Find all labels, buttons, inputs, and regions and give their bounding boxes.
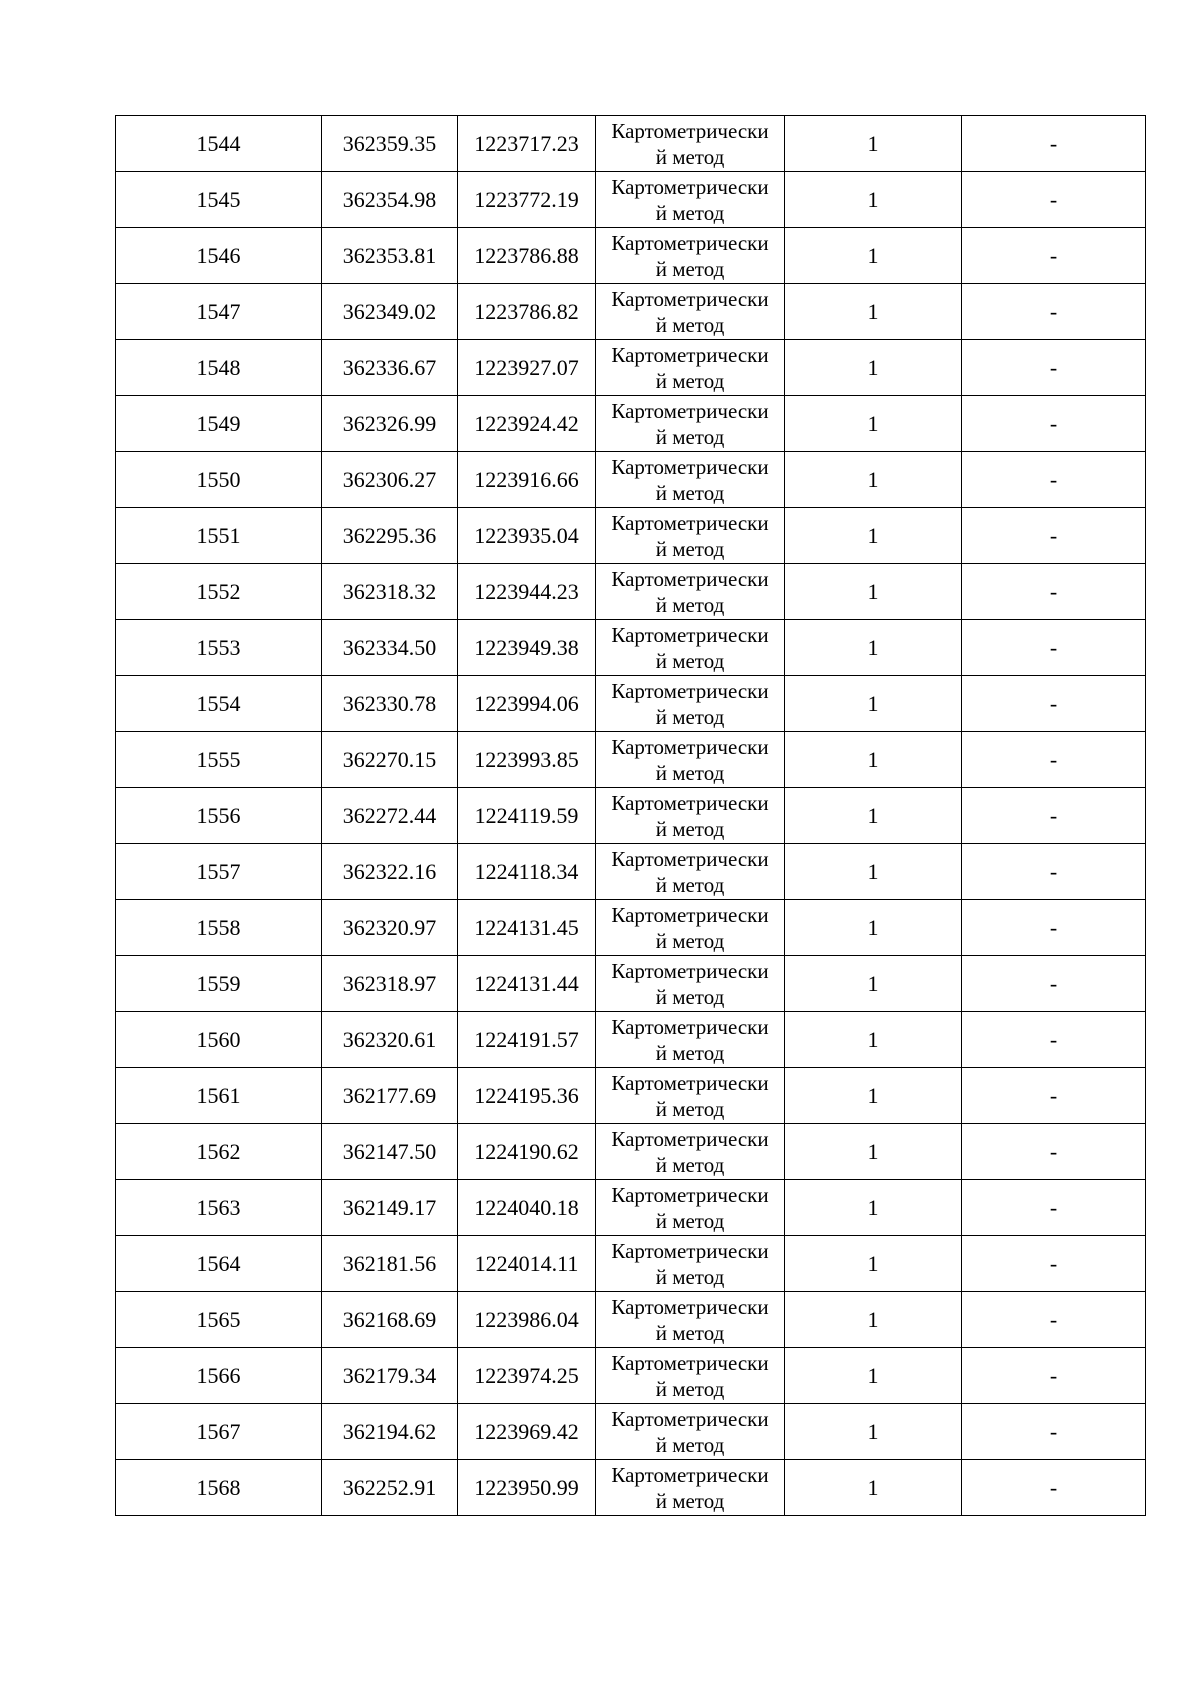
coordinates-table-body <box>116 116 1146 1516</box>
accuracy-cell: 1 <box>785 676 962 732</box>
method-cell <box>596 340 785 396</box>
accuracy-cell: 1 <box>785 1404 962 1460</box>
accuracy-cell: 1 <box>785 956 962 1012</box>
method-text-line-2: й метод <box>655 984 725 1009</box>
method-text-line-1: Картометрически <box>611 342 769 367</box>
table-row <box>116 1012 1146 1068</box>
description-cell: - <box>962 1012 1146 1068</box>
accuracy-cell: 1 <box>785 1124 962 1180</box>
method-cell <box>596 676 785 732</box>
table-row <box>116 564 1146 620</box>
description-cell: - <box>962 340 1146 396</box>
table-row <box>116 452 1146 508</box>
point-number-cell: 1549 <box>116 396 322 452</box>
method-text-line-2: й метод <box>655 1152 725 1177</box>
method-text-line-2: й метод <box>655 312 725 337</box>
method-cell <box>596 620 785 676</box>
method-text-line-2: й метод <box>655 1208 725 1233</box>
y-coordinate-cell: 1224191.57 <box>458 1012 596 1068</box>
method-cell <box>596 788 785 844</box>
table-row <box>116 1460 1146 1516</box>
method-text-line-1: Картометрически <box>611 622 769 647</box>
method-cell <box>596 172 785 228</box>
y-coordinate-cell: 1223916.66 <box>458 452 596 508</box>
method-cell <box>596 564 785 620</box>
table-row <box>116 508 1146 564</box>
method-text-line-1: Картометрически <box>611 1294 769 1319</box>
x-coordinate-cell: 362149.17 <box>322 1180 458 1236</box>
point-number-cell: 1566 <box>116 1348 322 1404</box>
table-row <box>116 676 1146 732</box>
method-text-line-2: й метод <box>655 648 725 673</box>
table-row <box>116 116 1146 172</box>
point-number-cell: 1560 <box>116 1012 322 1068</box>
point-number-cell: 1551 <box>116 508 322 564</box>
method-cell <box>596 956 785 1012</box>
method-text-line-1: Картометрически <box>611 902 769 927</box>
x-coordinate-cell: 362353.81 <box>322 228 458 284</box>
method-cell <box>596 1292 785 1348</box>
accuracy-cell: 1 <box>785 564 962 620</box>
point-number-cell: 1556 <box>116 788 322 844</box>
x-coordinate-cell: 362252.91 <box>322 1460 458 1516</box>
method-cell <box>596 116 785 172</box>
description-cell: - <box>962 676 1146 732</box>
y-coordinate-cell: 1224040.18 <box>458 1180 596 1236</box>
method-text-line-1: Картометрически <box>611 1462 769 1487</box>
y-coordinate-cell: 1223994.06 <box>458 676 596 732</box>
x-coordinate-cell: 362270.15 <box>322 732 458 788</box>
table-row <box>116 1236 1146 1292</box>
method-text-line-1: Картометрически <box>611 566 769 591</box>
method-text-line-1: Картометрически <box>611 286 769 311</box>
table-row <box>116 732 1146 788</box>
y-coordinate-cell: 1223924.42 <box>458 396 596 452</box>
x-coordinate-cell: 362334.50 <box>322 620 458 676</box>
accuracy-cell: 1 <box>785 900 962 956</box>
description-cell: - <box>962 844 1146 900</box>
point-number-cell: 1563 <box>116 1180 322 1236</box>
x-coordinate-cell: 362306.27 <box>322 452 458 508</box>
description-cell: - <box>962 1236 1146 1292</box>
method-text-line-2: й метод <box>655 1320 725 1345</box>
description-cell: - <box>962 228 1146 284</box>
x-coordinate-cell: 362354.98 <box>322 172 458 228</box>
method-text-line-1: Картометрически <box>611 1182 769 1207</box>
method-cell <box>596 900 785 956</box>
method-text-line-1: Картометрически <box>611 454 769 479</box>
x-coordinate-cell: 362295.36 <box>322 508 458 564</box>
method-text-line-2: й метод <box>655 704 725 729</box>
x-coordinate-cell: 362194.62 <box>322 1404 458 1460</box>
method-cell <box>596 1460 785 1516</box>
method-text-line-2: й метод <box>655 1376 725 1401</box>
point-number-cell: 1544 <box>116 116 322 172</box>
method-text-line-2: й метод <box>655 760 725 785</box>
table-row <box>116 900 1146 956</box>
description-cell: - <box>962 1180 1146 1236</box>
method-cell <box>596 732 785 788</box>
y-coordinate-cell: 1224131.45 <box>458 900 596 956</box>
y-coordinate-cell: 1223935.04 <box>458 508 596 564</box>
method-cell <box>596 844 785 900</box>
x-coordinate-cell: 362330.78 <box>322 676 458 732</box>
method-text-line-2: й метод <box>655 1488 725 1513</box>
method-cell <box>596 1012 785 1068</box>
table-row <box>116 340 1146 396</box>
method-text-line-1: Картометрически <box>611 1238 769 1263</box>
accuracy-cell: 1 <box>785 1012 962 1068</box>
method-text-line-1: Картометрически <box>611 1126 769 1151</box>
description-cell: - <box>962 900 1146 956</box>
y-coordinate-cell: 1224131.44 <box>458 956 596 1012</box>
method-text-line-2: й метод <box>655 200 725 225</box>
method-cell <box>596 284 785 340</box>
method-text-line-1: Картометрически <box>611 734 769 759</box>
table-row <box>116 956 1146 1012</box>
method-text-line-2: й метод <box>655 1264 725 1289</box>
point-number-cell: 1555 <box>116 732 322 788</box>
y-coordinate-cell: 1224119.59 <box>458 788 596 844</box>
y-coordinate-cell: 1223993.85 <box>458 732 596 788</box>
coordinates-table <box>115 115 1146 1516</box>
y-coordinate-cell: 1223772.19 <box>458 172 596 228</box>
table-row <box>116 620 1146 676</box>
description-cell: - <box>962 1348 1146 1404</box>
method-text-line-1: Картометрически <box>611 1350 769 1375</box>
description-cell: - <box>962 508 1146 564</box>
point-number-cell: 1545 <box>116 172 322 228</box>
description-cell: - <box>962 956 1146 1012</box>
point-number-cell: 1553 <box>116 620 322 676</box>
description-cell: - <box>962 564 1146 620</box>
x-coordinate-cell: 362168.69 <box>322 1292 458 1348</box>
point-number-cell: 1561 <box>116 1068 322 1124</box>
method-cell <box>596 1068 785 1124</box>
accuracy-cell: 1 <box>785 1460 962 1516</box>
y-coordinate-cell: 1224014.11 <box>458 1236 596 1292</box>
point-number-cell: 1559 <box>116 956 322 1012</box>
point-number-cell: 1558 <box>116 900 322 956</box>
table-row <box>116 172 1146 228</box>
y-coordinate-cell: 1224190.62 <box>458 1124 596 1180</box>
accuracy-cell: 1 <box>785 1236 962 1292</box>
method-text-line-1: Картометрически <box>611 1070 769 1095</box>
method-text-line-1: Картометрически <box>611 678 769 703</box>
point-number-cell: 1557 <box>116 844 322 900</box>
x-coordinate-cell: 362181.56 <box>322 1236 458 1292</box>
method-text-line-1: Картометрически <box>611 1014 769 1039</box>
method-text-line-2: й метод <box>655 424 725 449</box>
point-number-cell: 1568 <box>116 1460 322 1516</box>
x-coordinate-cell: 362318.32 <box>322 564 458 620</box>
table-row <box>116 1404 1146 1460</box>
x-coordinate-cell: 362179.34 <box>322 1348 458 1404</box>
method-text-line-1: Картометрически <box>611 398 769 423</box>
method-text-line-2: й метод <box>655 1432 725 1457</box>
method-text-line-1: Картометрически <box>611 790 769 815</box>
x-coordinate-cell: 362322.16 <box>322 844 458 900</box>
point-number-cell: 1548 <box>116 340 322 396</box>
method-cell <box>596 1236 785 1292</box>
method-text-line-2: й метод <box>655 368 725 393</box>
accuracy-cell: 1 <box>785 1180 962 1236</box>
y-coordinate-cell: 1224118.34 <box>458 844 596 900</box>
y-coordinate-cell: 1223950.99 <box>458 1460 596 1516</box>
table-row <box>116 1124 1146 1180</box>
method-text-line-1: Картометрически <box>611 846 769 871</box>
table-row <box>116 1348 1146 1404</box>
description-cell: - <box>962 284 1146 340</box>
accuracy-cell: 1 <box>785 788 962 844</box>
y-coordinate-cell: 1223949.38 <box>458 620 596 676</box>
y-coordinate-cell: 1223969.42 <box>458 1404 596 1460</box>
table-row <box>116 1180 1146 1236</box>
point-number-cell: 1554 <box>116 676 322 732</box>
x-coordinate-cell: 362320.97 <box>322 900 458 956</box>
table-row <box>116 844 1146 900</box>
accuracy-cell: 1 <box>785 452 962 508</box>
method-text-line-2: й метод <box>655 536 725 561</box>
accuracy-cell: 1 <box>785 620 962 676</box>
method-cell <box>596 508 785 564</box>
method-cell <box>596 1404 785 1460</box>
table-row <box>116 1068 1146 1124</box>
point-number-cell: 1547 <box>116 284 322 340</box>
x-coordinate-cell: 362326.99 <box>322 396 458 452</box>
x-coordinate-cell: 362147.50 <box>322 1124 458 1180</box>
description-cell: - <box>962 172 1146 228</box>
method-text-line-1: Картометрически <box>611 230 769 255</box>
accuracy-cell: 1 <box>785 340 962 396</box>
accuracy-cell: 1 <box>785 228 962 284</box>
y-coordinate-cell: 1223944.23 <box>458 564 596 620</box>
point-number-cell: 1552 <box>116 564 322 620</box>
table-row <box>116 284 1146 340</box>
x-coordinate-cell: 362359.35 <box>322 116 458 172</box>
description-cell: - <box>962 1292 1146 1348</box>
description-cell: - <box>962 1460 1146 1516</box>
accuracy-cell: 1 <box>785 172 962 228</box>
description-cell: - <box>962 620 1146 676</box>
x-coordinate-cell: 362318.97 <box>322 956 458 1012</box>
point-number-cell: 1550 <box>116 452 322 508</box>
description-cell: - <box>962 1124 1146 1180</box>
y-coordinate-cell: 1223786.88 <box>458 228 596 284</box>
method-text-line-2: й метод <box>655 872 725 897</box>
accuracy-cell: 1 <box>785 732 962 788</box>
point-number-cell: 1562 <box>116 1124 322 1180</box>
method-cell <box>596 452 785 508</box>
method-cell <box>596 396 785 452</box>
method-text-line-2: й метод <box>655 1040 725 1065</box>
description-cell: - <box>962 452 1146 508</box>
method-text-line-2: й метод <box>655 928 725 953</box>
description-cell: - <box>962 788 1146 844</box>
table-row <box>116 788 1146 844</box>
table-row <box>116 396 1146 452</box>
description-cell: - <box>962 116 1146 172</box>
method-text-line-1: Картометрически <box>611 118 769 143</box>
y-coordinate-cell: 1223986.04 <box>458 1292 596 1348</box>
method-cell <box>596 1180 785 1236</box>
description-cell: - <box>962 1068 1146 1124</box>
accuracy-cell: 1 <box>785 844 962 900</box>
method-text-line-2: й метод <box>655 1096 725 1121</box>
x-coordinate-cell: 362320.61 <box>322 1012 458 1068</box>
x-coordinate-cell: 362177.69 <box>322 1068 458 1124</box>
method-cell <box>596 228 785 284</box>
method-text-line-2: й метод <box>655 480 725 505</box>
y-coordinate-cell: 1223974.25 <box>458 1348 596 1404</box>
accuracy-cell: 1 <box>785 116 962 172</box>
y-coordinate-cell: 1223927.07 <box>458 340 596 396</box>
y-coordinate-cell: 1224195.36 <box>458 1068 596 1124</box>
table-row <box>116 228 1146 284</box>
accuracy-cell: 1 <box>785 396 962 452</box>
accuracy-cell: 1 <box>785 508 962 564</box>
method-text-line-1: Картометрически <box>611 174 769 199</box>
x-coordinate-cell: 362272.44 <box>322 788 458 844</box>
description-cell: - <box>962 1404 1146 1460</box>
point-number-cell: 1546 <box>116 228 322 284</box>
y-coordinate-cell: 1223717.23 <box>458 116 596 172</box>
method-text-line-2: й метод <box>655 816 725 841</box>
accuracy-cell: 1 <box>785 1292 962 1348</box>
point-number-cell: 1567 <box>116 1404 322 1460</box>
point-number-cell: 1564 <box>116 1236 322 1292</box>
description-cell: - <box>962 732 1146 788</box>
method-cell <box>596 1124 785 1180</box>
method-text-line-2: й метод <box>655 144 725 169</box>
method-cell <box>596 1348 785 1404</box>
y-coordinate-cell: 1223786.82 <box>458 284 596 340</box>
method-text-line-1: Картометрически <box>611 1406 769 1431</box>
point-number-cell: 1565 <box>116 1292 322 1348</box>
accuracy-cell: 1 <box>785 1068 962 1124</box>
accuracy-cell: 1 <box>785 284 962 340</box>
x-coordinate-cell: 362336.67 <box>322 340 458 396</box>
description-cell: - <box>962 396 1146 452</box>
method-text-line-2: й метод <box>655 256 725 281</box>
x-coordinate-cell: 362349.02 <box>322 284 458 340</box>
method-text-line-1: Картометрически <box>611 510 769 535</box>
method-text-line-2: й метод <box>655 592 725 617</box>
accuracy-cell: 1 <box>785 1348 962 1404</box>
table-row <box>116 1292 1146 1348</box>
method-text-line-1: Картометрически <box>611 958 769 983</box>
